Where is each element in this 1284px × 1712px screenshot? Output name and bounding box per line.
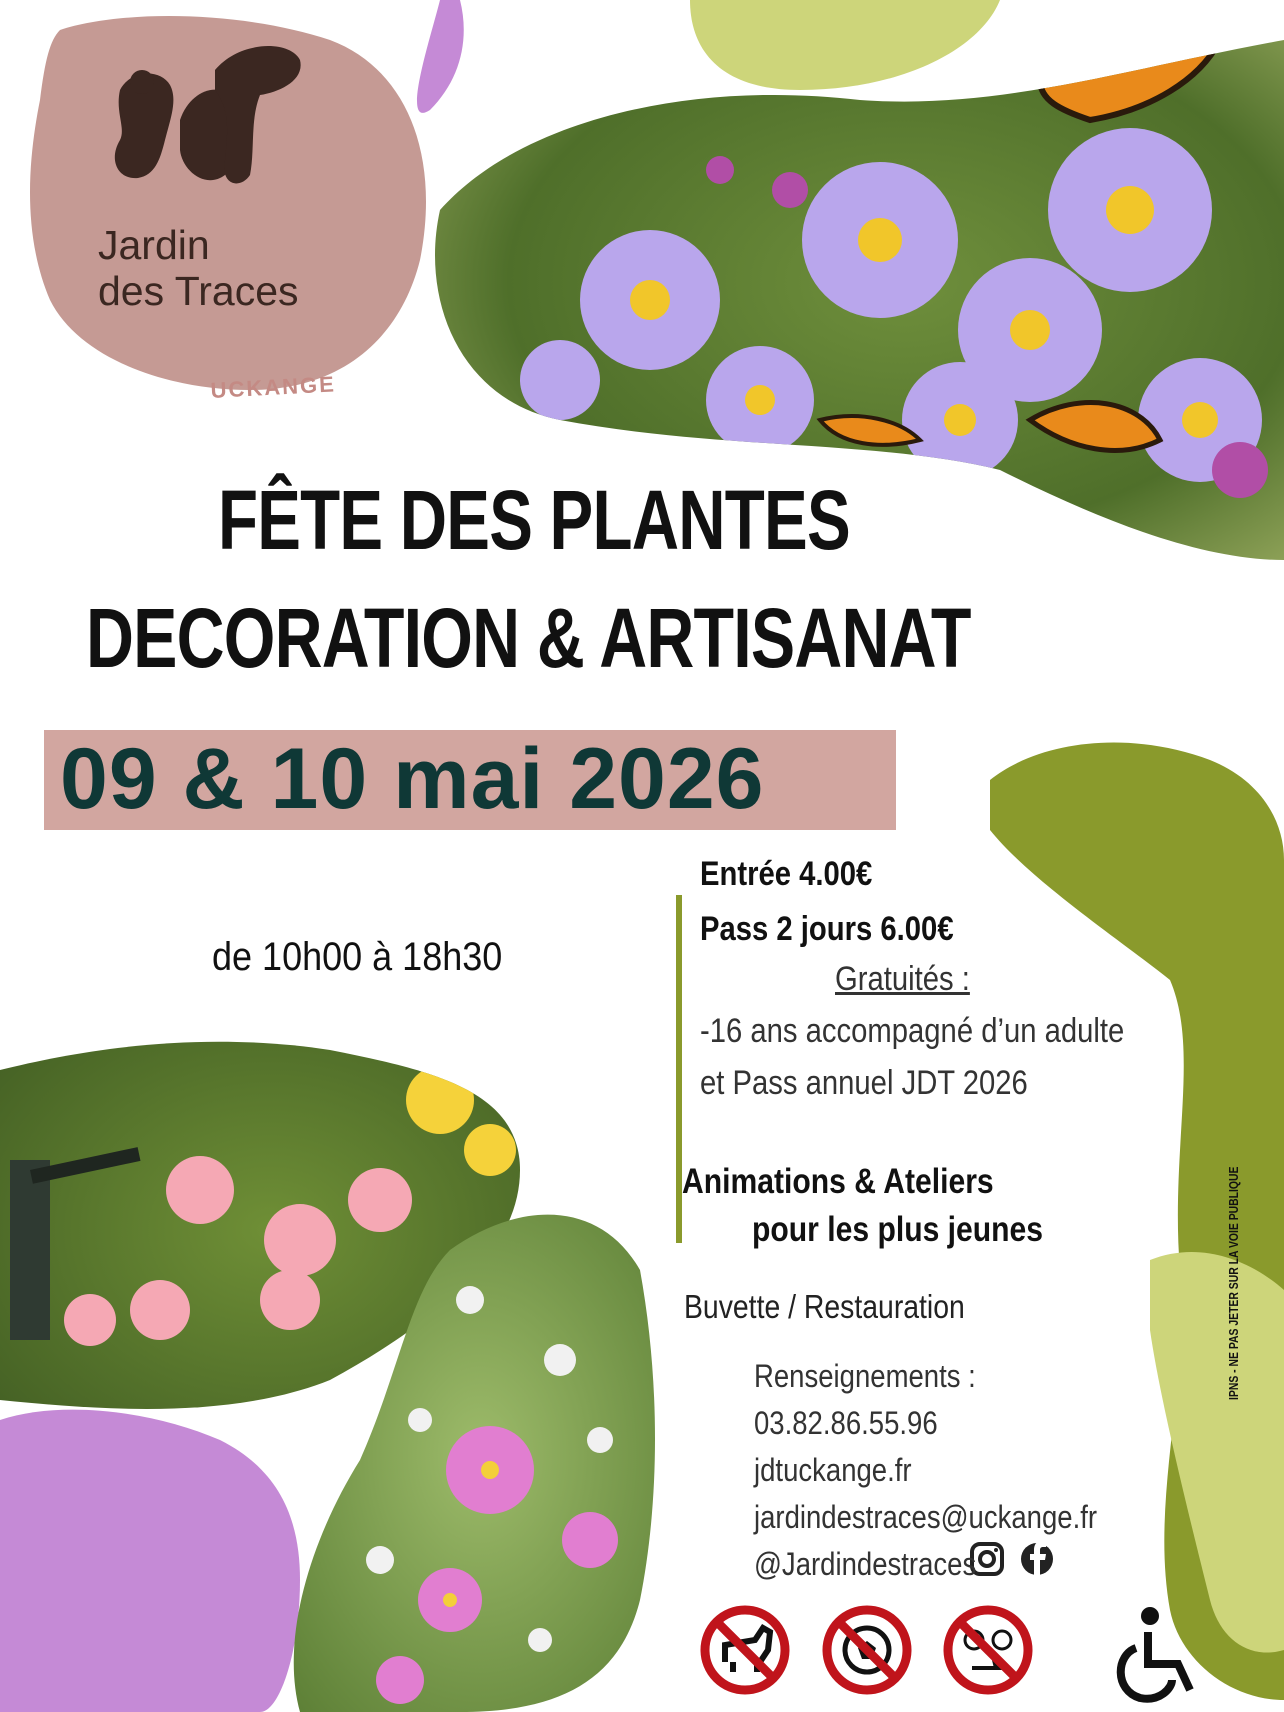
food-drinks: Buvette / Restauration [684,1288,965,1325]
lavender-blob-bottom [0,1410,300,1712]
free-admission-line2: et Pass annuel JDT 2026 [700,1064,1028,1102]
brand-name-line2: des Traces [98,268,299,314]
price-entry: Entrée 4.00€ [700,855,873,893]
event-title-line1: FÊTE DES PLANTES [218,473,850,567]
free-admission-title: Gratuités : [835,960,970,998]
brand-city: UCKANGE [210,371,337,403]
event-title-line2: DECORATION & ARTISANAT [86,591,971,685]
activities-line1: Animations & Ateliers [682,1162,994,1201]
contact-website: jdtuckange.fr [754,1452,912,1488]
no-ball-games-icon [827,1610,907,1690]
contact-phone: 03.82.86.55.96 [754,1405,938,1441]
lime-blob-top [690,0,1000,90]
no-bikes-scooters-icon [948,1610,1028,1690]
footer-note: IPNS - NE PAS JETER SUR LA VOIE PUBLIQUE [1226,1166,1241,1400]
instagram-icon [972,1544,1002,1574]
brand-name-line1: Jardin [98,222,210,268]
activities-line2: pour les plus jeunes [752,1210,1044,1249]
price-pass: Pass 2 jours 6.00€ [700,910,954,948]
facebook-icon [1021,1541,1053,1575]
lavender-blob-top [417,0,464,113]
contact-label: Renseignements : [754,1358,976,1394]
event-date: 09 & 10 mai 2026 [60,731,765,827]
contact-email: jardindestraces@uckange.fr [754,1499,1098,1535]
free-admission-line1: -16 ans accompagné d’un adulte [700,1012,1125,1050]
event-hours: de 10h00 à 18h30 [212,935,503,979]
contact-social-handle: @Jardindestraces [754,1546,977,1582]
no-dogs-icon [705,1610,785,1690]
